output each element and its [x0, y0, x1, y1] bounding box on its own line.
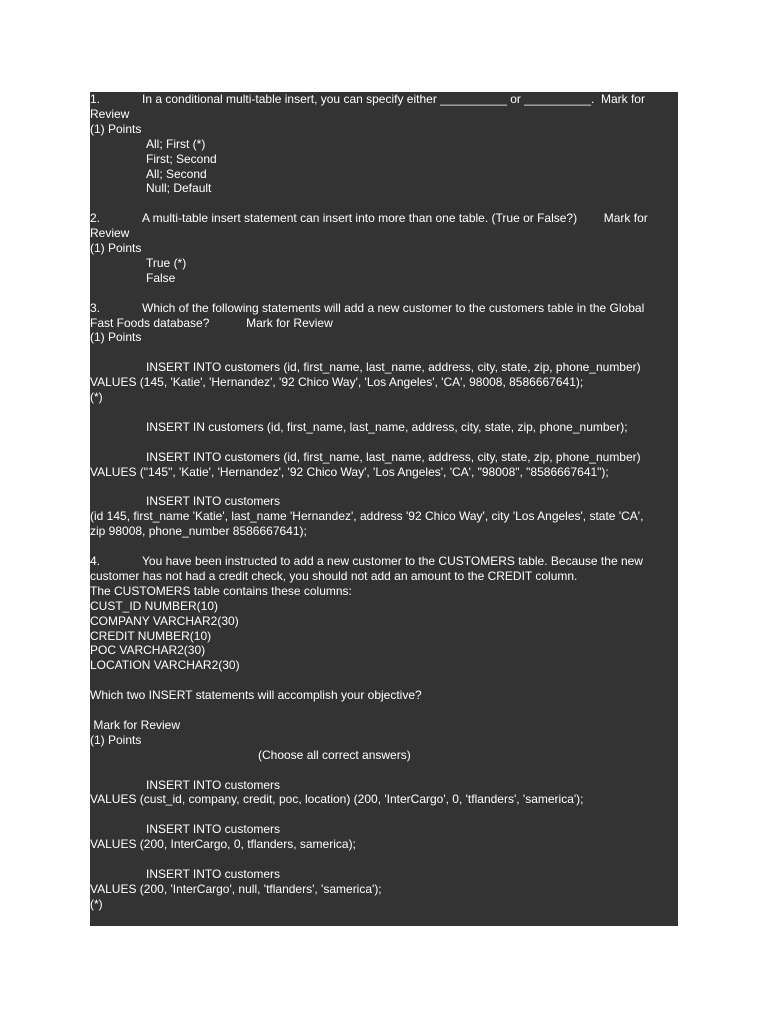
question-4 — [90, 554, 678, 912]
column-definition: LOCATION VARCHAR2(30) — [90, 658, 240, 673]
question-number: 3. — [90, 300, 101, 315]
answer-option-line: zip 98008, phone_number 8586667641); — [90, 524, 307, 539]
question-prompt: Which two INSERT statements will accomplish your objective? — [90, 688, 422, 703]
question-1 — [90, 92, 678, 196]
answer-option: Null; Default — [146, 181, 212, 196]
question-text: Which of the following statements will add a new customer to the customers table in the Global — [142, 300, 645, 315]
answer-option-line: VALUES (145, 'Katie', 'Hernandez', '92 Chico Way', 'Los Angeles', 'CA', 98008, 8586667641); — [90, 375, 584, 390]
answer-option-line: VALUES (cust_id, company, credit, poc, location) (200, 'InterCargo', 0, 'tflanders', 'samerica'); — [90, 792, 584, 807]
answer-option: True (*) — [146, 255, 187, 270]
question-number: 1. — [90, 92, 101, 106]
answer-option-line: VALUES ("145", 'Katie', 'Hernandez', '92 Chico Way', 'Los Angeles', 'CA', "98008", "8586667641"); — [90, 464, 609, 479]
answer-option-first-line: INSERT INTO customers — [146, 866, 281, 881]
column-definition: COMPANY VARCHAR2(30) — [90, 613, 239, 628]
question-continuation: Review — [90, 226, 130, 241]
question-points: (1) Points — [90, 330, 142, 345]
answer-option-line: VALUES (200, InterCargo, 0, tflanders, samerica); — [90, 837, 356, 852]
column-definition: CREDIT NUMBER(10) — [90, 628, 212, 643]
answer-option-line: VALUES (200, 'InterCargo', null, 'tflanders', 'samerica'); — [90, 881, 382, 896]
answer-option-line: (id 145, first_name 'Katie', last_name 'Hernandez', address '92 Chico Way', city 'Los Angeles', state 'CA', — [90, 509, 644, 524]
answer-option-first-line: INSERT IN customers (id, first_name, last_name, address, city, state, zip, phone_number); — [146, 419, 628, 434]
answer-option-first-line: INSERT INTO customers — [146, 777, 281, 792]
answer-option: False — [146, 270, 176, 285]
question-number: 4. — [90, 553, 101, 568]
answer-option: First; Second — [146, 151, 217, 166]
column-definition: POC VARCHAR2(30) — [90, 643, 206, 658]
question-text: You have been instructed to add a new customer to the CUSTOMERS table. Because the new — [142, 553, 643, 568]
answer-option: All; Second — [146, 166, 207, 181]
answer-option-first-line: INSERT INTO customers (id, first_name, last_name, address, city, state, zip, phone_number) — [146, 449, 641, 464]
question-continuation: Review — [90, 106, 130, 121]
answer-option-line: (*) — [90, 896, 103, 911]
question-text: In a conditional multi-table insert, you can specify either __________ or __________. Mark for — [142, 92, 645, 106]
question-points: (1) Points — [90, 732, 142, 747]
answer-option-first-line: INSERT INTO customers — [146, 822, 281, 837]
question-points: (1) Points — [90, 121, 142, 136]
answer-option-first-line: INSERT INTO customers (id, first_name, last_name, address, city, state, zip, phone_number) — [146, 360, 641, 375]
answer-option: All; First (*) — [146, 136, 206, 151]
document-page — [90, 92, 678, 926]
question-points: (1) Points — [90, 241, 142, 256]
question-number: 2. — [90, 211, 101, 226]
question-continuation: The CUSTOMERS table contains these columns: — [90, 583, 352, 598]
question-3 — [90, 301, 678, 539]
answer-option-line: (*) — [90, 390, 103, 405]
question-continuation: customer has not had a credit check, you should not add an amount to the CREDIT column. — [90, 568, 578, 583]
question-continuation: Fast Foods database? Mark for Review — [90, 315, 333, 330]
question-2 — [90, 211, 678, 286]
mark-for-review: Mark for Review — [90, 717, 181, 732]
answer-option-first-line: INSERT INTO customers — [146, 494, 281, 509]
question-text: A multi-table insert statement can insert into more than one table. (True or False?) Mark for — [142, 211, 648, 226]
choose-note: (Choose all correct answers) — [258, 747, 411, 762]
column-definition: CUST_ID NUMBER(10) — [90, 598, 219, 613]
